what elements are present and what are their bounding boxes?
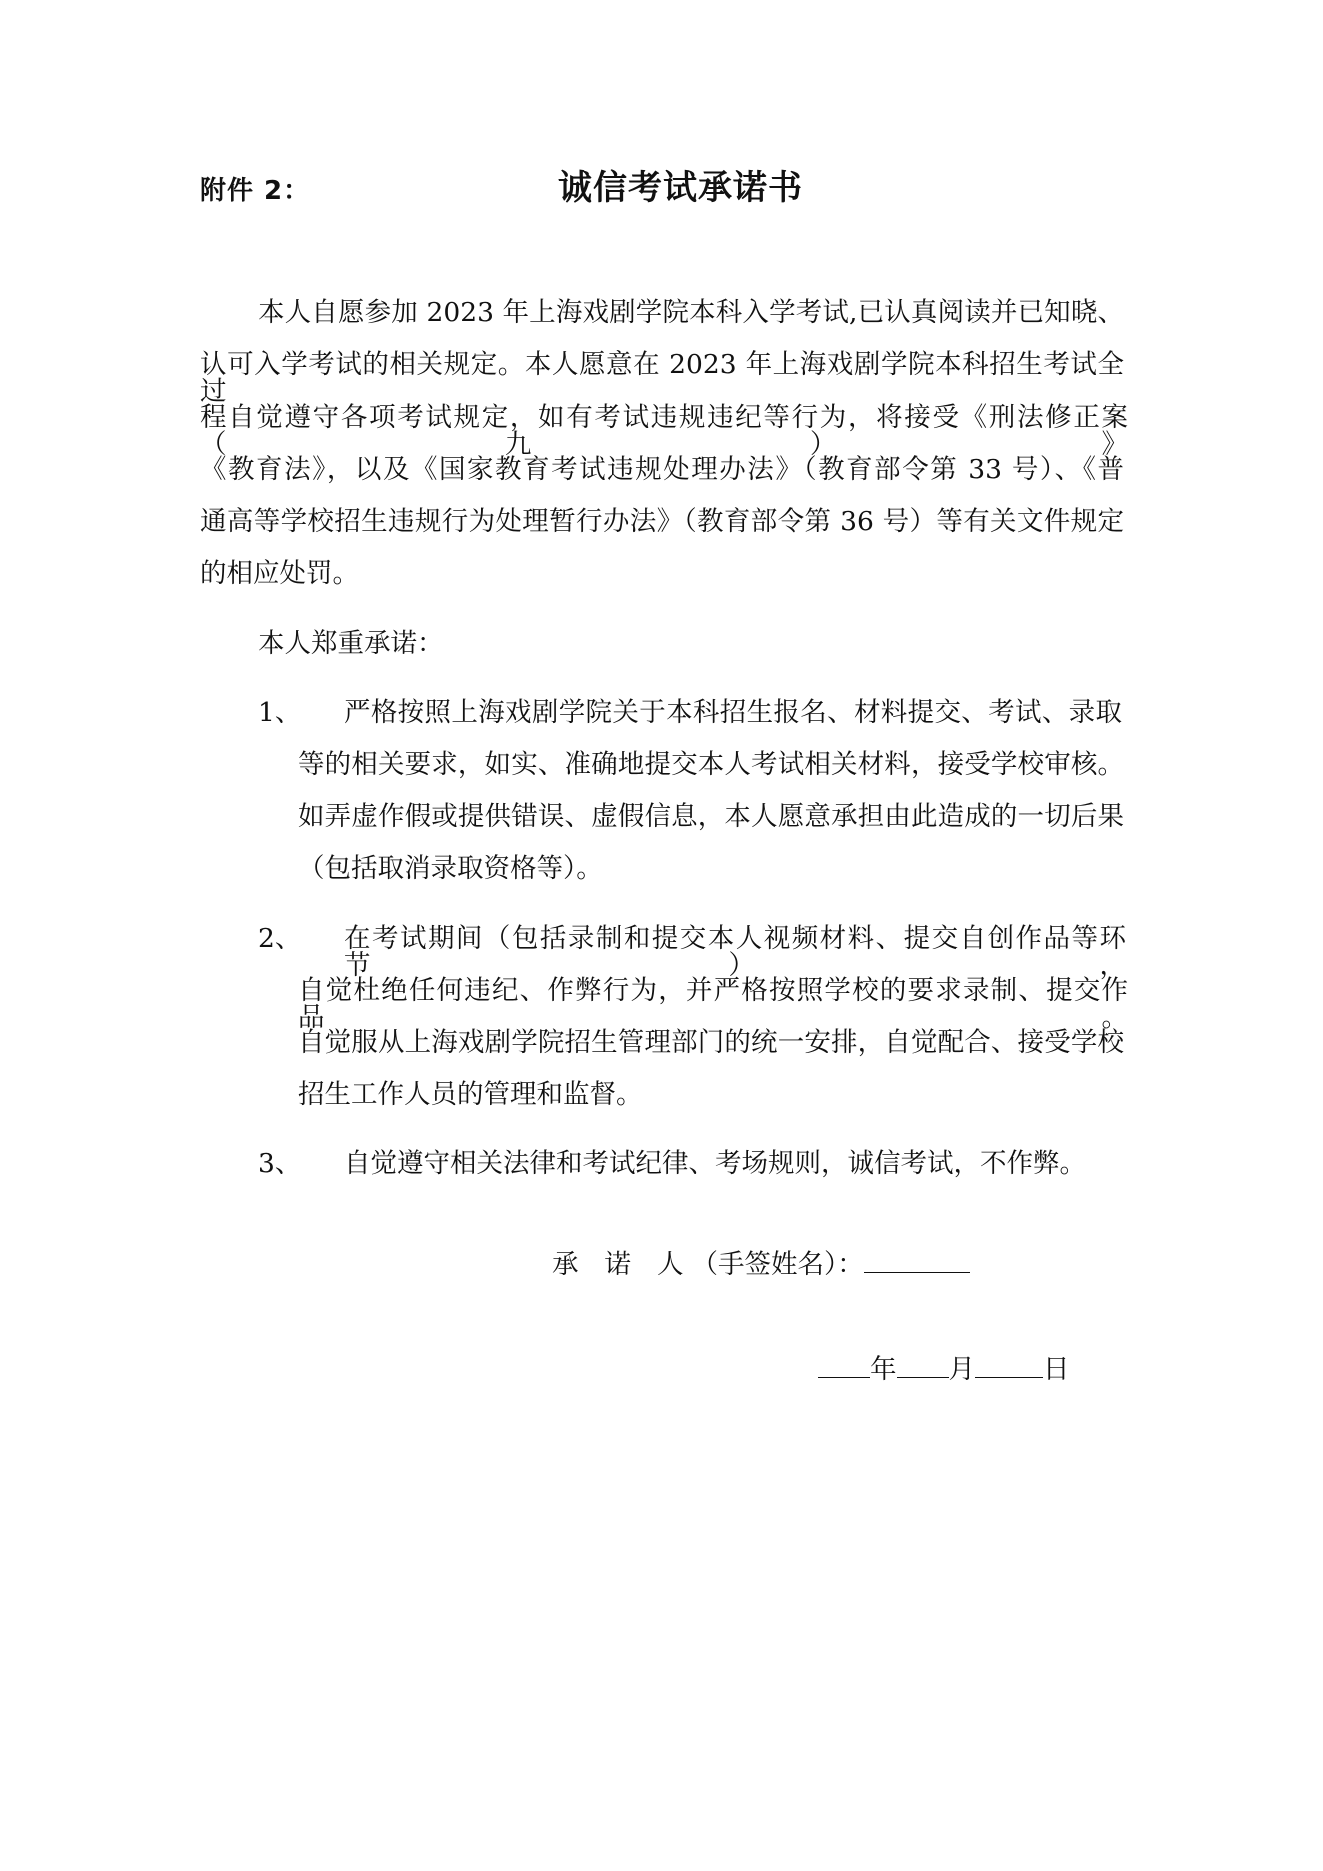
- item-3-number: 3、: [258, 1148, 302, 1179]
- item-1-line-3: 如弄虚作假或提供错误、虚假信息，本人愿意承担由此造成的一切后果: [298, 801, 1124, 832]
- signature-char-1: 承: [552, 1249, 579, 1280]
- signature-char-3: 人: [657, 1249, 684, 1280]
- item-2-line-4: 招生工作人员的管理和监督。: [298, 1079, 643, 1110]
- day-blank[interactable]: [975, 1353, 1043, 1378]
- intro-line-1: 本人自愿参加 2023 年上海戏剧学院本科入学考试,已认真阅读并已知晓、: [258, 297, 1124, 328]
- year-blank[interactable]: [818, 1353, 870, 1378]
- month-blank[interactable]: [897, 1353, 949, 1378]
- signature-blank[interactable]: [864, 1248, 970, 1273]
- intro-line-6: 的相应处罚。: [200, 558, 359, 589]
- intro-line-5: 通高等学校招生违规行为处理暂行办法》（教育部令第 36 号）等有关文件规定: [200, 506, 1124, 537]
- day-label: 日: [1043, 1354, 1070, 1385]
- item-1-line-1: 严格按照上海戏剧学院关于本科招生报名、材料提交、考试、录取: [344, 697, 1122, 728]
- item-3-line-1: 自觉遵守相关法律和考试纪律、考场规则，诚信考试，不作弊。: [344, 1148, 1086, 1179]
- intro-line-3: 程自觉遵守各项考试规定，如有考试违规违纪等行为，将接受《刑法修正案（九）》: [200, 402, 1128, 460]
- item-1-line-2: 等的相关要求，如实、准确地提交本人考试相关材料，接受学校审核。: [298, 749, 1124, 780]
- item-2-number: 2、: [258, 923, 302, 954]
- item-2-line-3: 自觉服从上海戏剧学院招生管理部门的统一安排，自觉配合、接受学校: [298, 1027, 1124, 1058]
- intro-line-4: 《教育法》，以及《国家教育考试违规处理办法》（教育部令第 33 号）、《普: [200, 454, 1124, 485]
- pledge-heading: 本人郑重承诺：: [258, 628, 444, 659]
- item-2-line-2: 自觉杜绝任何违纪、作弊行为，并严格按照学校的要求录制、提交作品。: [298, 975, 1128, 1033]
- page-title: 诚信考试承诺书: [558, 168, 803, 208]
- attachment-label: 附件 2：: [200, 176, 311, 206]
- signature-line: [552, 1248, 970, 1279]
- item-1-line-4: （包括取消录取资格等）。: [298, 853, 603, 884]
- month-label: 月: [948, 1354, 975, 1385]
- signature-label: （手签姓名）：: [691, 1249, 864, 1280]
- item-2-line-1: 在考试期间（包括录制和提交本人视频材料、提交自创作品等环节），: [344, 923, 1126, 981]
- signature-char-2: 诺: [604, 1249, 631, 1280]
- item-1-number: 1、: [258, 697, 302, 728]
- intro-line-2: 认可入学考试的相关规定。本人愿意在 2023 年上海戏剧学院本科招生考试全过: [200, 349, 1124, 407]
- date-line: [818, 1353, 1070, 1384]
- year-label: 年: [870, 1354, 897, 1385]
